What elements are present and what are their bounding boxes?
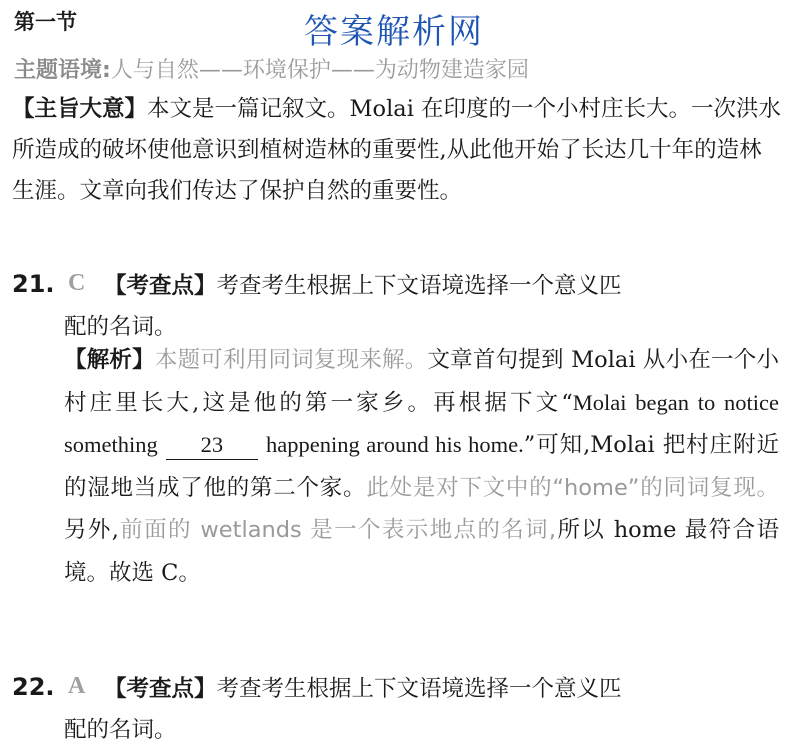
analysis-gray-mid: 此处是对下文中的“home”的同词复现。 — [366, 474, 779, 501]
question-point-line — [104, 266, 782, 307]
summary-text: 本文是一篇记叙文。Molai 在印度的一个小村庄长大。一次洪水所造成的破坏使他意识到植树造林的重要性,从此他开始了长达几十年的造林生涯。文章向我们传达了保护自然的重要性。 — [12, 96, 782, 204]
analysis-gray-end: 前面的 wetlands 是一个表示地点的名词, — [118, 517, 557, 543]
question-point-continuation: 配的名词。 — [64, 314, 177, 340]
point-tag: 【考查点】 — [104, 273, 217, 299]
summary-tag: 【主旨大意】 — [12, 96, 148, 122]
point-text: 考查考生根据上下文语境选择一个意义匹 — [216, 676, 622, 702]
question-number: 21. — [12, 270, 55, 298]
summary-paragraph — [12, 89, 782, 212]
theme-text: 人与自然——环境保护——为动物建造家园 — [110, 58, 529, 83]
theme-context — [14, 53, 529, 84]
analysis-tag: 【解析】 — [64, 347, 155, 373]
watermark-logo: 答案解析网 — [304, 12, 484, 52]
analysis-text-1: 文章首句提到 Molai 从小在一个小村庄里长大,这是他的第一家乡。再根据下文“ — [64, 347, 779, 416]
analysis-text-4: 所以 home 最符合语境。故选 C。 — [64, 517, 779, 586]
question-number: 22. — [12, 673, 55, 701]
question-answer: C — [68, 270, 86, 296]
theme-label: 主题语境: — [14, 58, 111, 83]
quote-after: happening around his home. — [265, 432, 524, 457]
quote-before: Molai began to notice something — [64, 389, 779, 457]
point-tag: 【考查点】 — [104, 676, 217, 702]
section-title: 第一节 — [14, 10, 77, 34]
analysis-text-3: 另外, — [64, 517, 119, 543]
question-point-continuation: 配的名词。 — [64, 717, 177, 743]
blank-23: 23 — [166, 431, 258, 460]
analysis-gray-intro: 本题可利用同词复现来解。 — [154, 347, 428, 373]
point-text: 考查考生根据上下文语境选择一个意义匹 — [216, 273, 622, 299]
analysis-paragraph — [64, 339, 779, 594]
analysis-text-2: ”可知,Molai 把村庄附近的湿地当成了他的第二个家。 — [64, 432, 780, 501]
question-answer: A — [68, 673, 86, 699]
question-point-line — [104, 669, 782, 710]
